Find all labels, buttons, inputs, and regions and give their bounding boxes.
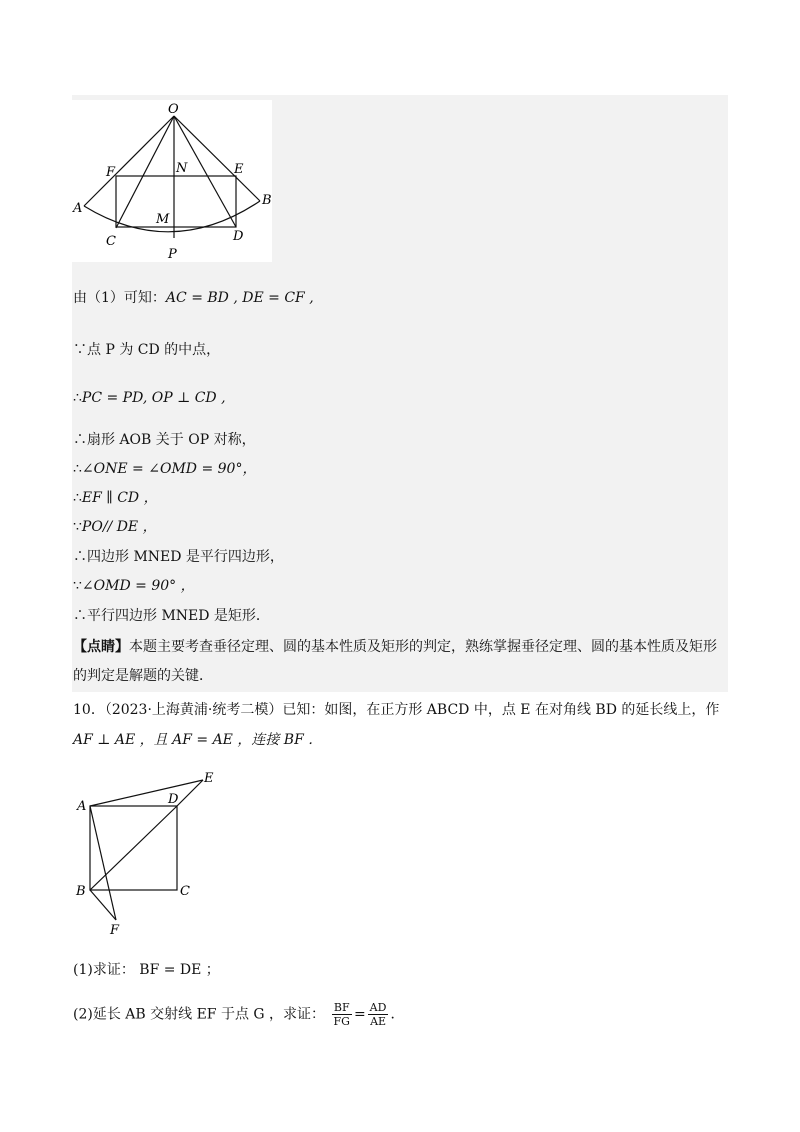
line-text: 平行四边形 MNED 是矩形． xyxy=(87,608,270,624)
line-text: EF ∥ CD ， xyxy=(81,490,158,506)
line-AF xyxy=(90,806,116,920)
solution-line-8 xyxy=(73,547,284,567)
question-2 xyxy=(73,1001,404,1028)
therefore-symbol: ∴ xyxy=(73,608,87,624)
line-text: PC = PD, OP ⊥ CD , xyxy=(81,390,226,406)
solution-line-1 xyxy=(73,288,314,308)
therefore-symbol: ∴ xyxy=(73,390,82,406)
solution-line-7 xyxy=(73,517,157,537)
fraction-BF-FG xyxy=(332,1001,352,1028)
square-diagram xyxy=(72,768,232,938)
question-1-text: (1)求证： BF = DE ； xyxy=(73,962,220,978)
fraction-AD-AE xyxy=(368,1001,389,1028)
solution-line-9 xyxy=(73,576,195,596)
therefore-symbol: ∴ xyxy=(73,461,82,477)
problem10-text-1: 10．（2023·上海黄浦·统考二模）已知：如图，在正方形 ABCD 中，点 E 在对角线 BD 的延长线上，作 xyxy=(73,702,720,718)
line-DE xyxy=(177,780,203,806)
fraction-numerator: AD xyxy=(369,1001,387,1014)
label-B: B xyxy=(262,193,272,208)
line-text: 四边形 MNED 是平行四边形， xyxy=(87,549,284,565)
comment-tag: 【点睛】 xyxy=(73,639,129,655)
label-A: A xyxy=(73,201,83,216)
equals-sign: = xyxy=(353,1006,366,1023)
label-F: F xyxy=(106,165,116,180)
line-AE xyxy=(90,780,203,806)
fraction-denominator: FG xyxy=(333,1015,350,1028)
therefore-symbol: ∴ xyxy=(73,490,82,506)
label-O: O xyxy=(168,102,179,117)
sector-diagram xyxy=(72,100,272,262)
line-text: PO// DE ， xyxy=(81,519,157,535)
question-1 xyxy=(73,960,220,980)
problem10-text-2: AF ⊥ AE ，且 AF = AE ，连接 BF ． xyxy=(73,732,323,748)
line-text: 点 P 为 CD 的中点， xyxy=(87,342,221,358)
line-prefix: 由（1）可知： xyxy=(73,290,166,306)
comment-line-2 xyxy=(73,666,213,686)
solution-line-5 xyxy=(73,459,256,479)
label-N: N xyxy=(176,161,188,176)
question-2-prefix: (2)延长 AB 交射线 EF 于点 G ，求证： xyxy=(73,1006,326,1023)
problem10-line-1 xyxy=(73,700,719,720)
therefore-symbol: ∴ xyxy=(73,432,87,448)
comment-text-1: 本题主要考查垂径定理、圆的基本性质及矩形的判定，熟练掌握垂径定理、圆的基本性质及矩形 xyxy=(129,639,717,655)
label-A: A xyxy=(77,799,87,814)
label-E: E xyxy=(234,162,244,177)
because-symbol: ∵ xyxy=(73,342,87,358)
fraction-numerator: BF xyxy=(332,1001,352,1015)
solution-line-6 xyxy=(73,488,158,508)
comment-text-2: 的判定是解题的关键． xyxy=(73,668,213,684)
math-expr: AC = BD , DE = CF , xyxy=(165,290,314,306)
label-D: D xyxy=(168,792,179,807)
label-E: E xyxy=(204,771,214,786)
because-symbol: ∵ xyxy=(73,519,82,535)
label-P: P xyxy=(168,247,177,262)
line-text: 扇形 AOB 关于 OP 对称， xyxy=(87,432,256,448)
square-figure xyxy=(72,768,232,938)
comment-line-1 xyxy=(73,637,717,657)
sector-figure xyxy=(72,100,272,262)
line-OB xyxy=(174,116,260,201)
line-text: ∠OMD = 90° ， xyxy=(81,578,195,594)
fraction-denominator: AE xyxy=(370,1015,387,1028)
line-BD xyxy=(90,806,177,890)
question-2-end: ． xyxy=(390,1006,405,1023)
rect-FEDC xyxy=(116,176,236,227)
line-OA xyxy=(84,116,174,206)
solution-line-10 xyxy=(73,606,270,626)
solution-line-3 xyxy=(73,388,226,408)
label-M: M xyxy=(156,212,170,227)
line-text: ∠ONE = ∠OMD = 90°， xyxy=(81,461,257,477)
label-B: B xyxy=(76,884,86,899)
label-C: C xyxy=(180,884,190,899)
therefore-symbol: ∴ xyxy=(73,549,87,565)
label-D: D xyxy=(233,229,244,244)
label-C: C xyxy=(106,234,116,249)
problem10-line-2 xyxy=(73,730,322,750)
solution-line-2 xyxy=(73,340,220,360)
label-F: F xyxy=(110,923,120,938)
because-symbol: ∵ xyxy=(73,578,82,594)
solution-line-4 xyxy=(73,430,256,450)
